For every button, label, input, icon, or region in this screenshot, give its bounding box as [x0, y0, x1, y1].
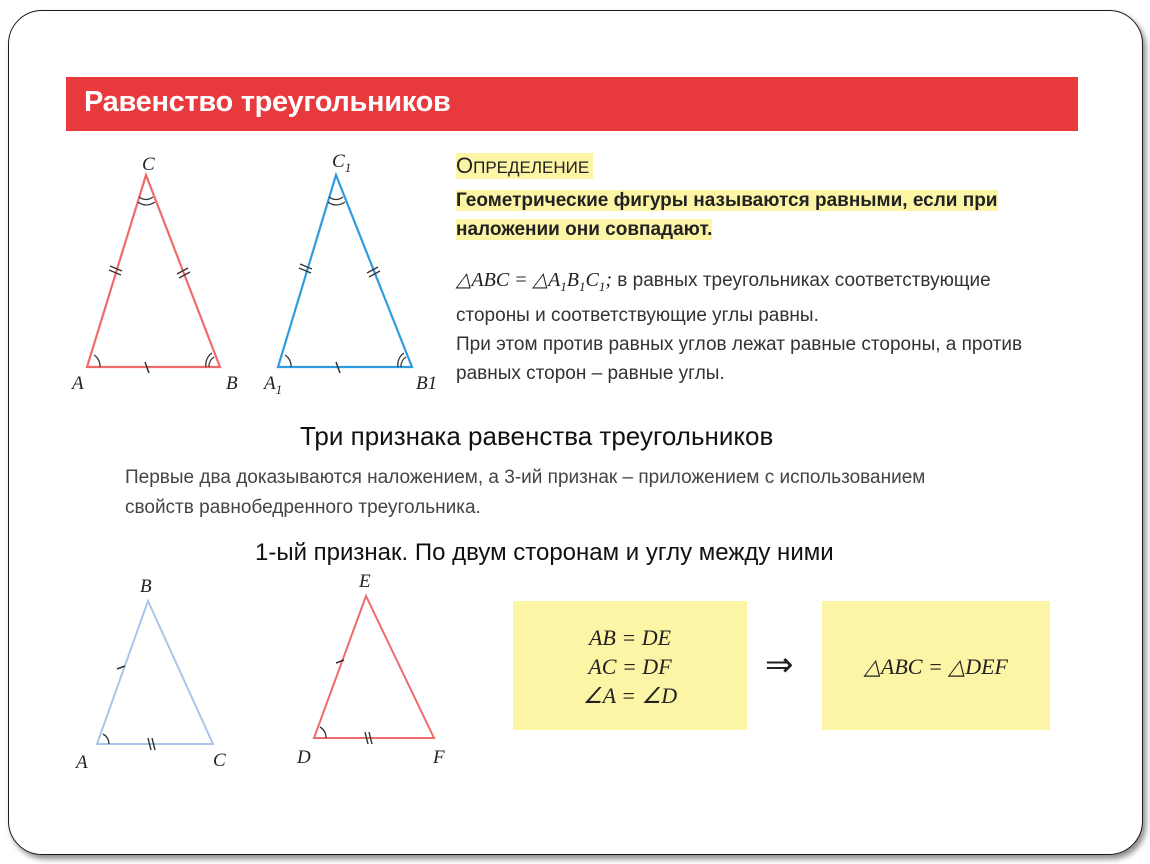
definition-heading-first: О	[456, 153, 474, 178]
definition-text	[456, 186, 1036, 244]
sign1-title: 1-ый признак. По двум сторонам и углу между ними	[255, 539, 834, 566]
condition-line: ∠A = ∠D	[582, 683, 678, 708]
triangle-symbol: △	[456, 269, 472, 291]
vertex-label	[332, 151, 351, 175]
equality-paragraph	[456, 266, 1096, 388]
vertex-label: D	[297, 747, 311, 768]
vertex-label: C	[142, 154, 155, 175]
vertex-label-subscript: 1	[275, 382, 283, 397]
condition-line: AB = DE	[588, 625, 672, 650]
vertex-label-subscript: 1	[344, 160, 352, 175]
math-subscript: 1	[579, 279, 586, 294]
definition-line: наложении они совпадают.	[456, 219, 713, 240]
math-text: ;	[605, 269, 613, 291]
section-description	[125, 463, 1025, 523]
vertex-label: C	[213, 750, 226, 771]
math-text: C	[585, 269, 599, 291]
triangle-a1b1c1-blue	[260, 145, 460, 400]
triangle-abc-lightblue	[65, 570, 255, 780]
math-subscript: 1	[598, 279, 606, 294]
condition-line: AC = DF	[588, 654, 672, 679]
vertex-label-letter: C	[332, 151, 345, 172]
math-text: A	[548, 269, 561, 291]
conditions-box	[513, 601, 747, 730]
vertex-label	[262, 373, 282, 397]
conclusion-box	[822, 601, 1050, 730]
description-line: Первые два доказываются наложением, а 3-ий признак – приложением с использованием	[125, 467, 926, 488]
vertex-label: A	[72, 373, 84, 394]
math-text: =	[509, 269, 533, 291]
definition-line: Геометрические фигуры называются равными, если при	[456, 190, 998, 211]
triangle-symbol: △	[532, 269, 549, 291]
triangle-abc-red	[60, 145, 260, 400]
page-title: Равенство треугольников	[84, 86, 451, 118]
vertex-label: A	[76, 752, 88, 773]
math-subscript: 1	[560, 279, 567, 294]
vertex-label: F	[433, 747, 445, 768]
vertex-label-letter: A	[264, 373, 276, 394]
definition-heading-rest: ПРЕДЕЛЕНИЕ	[473, 158, 590, 177]
triangle-def-red	[290, 565, 480, 775]
vertex-label: E	[359, 571, 371, 592]
paragraph-text: При этом против равных углов лежат равные стороны, а против	[456, 334, 1023, 355]
definition-heading	[456, 153, 593, 179]
vertex-label: B	[140, 576, 152, 597]
math-text: ABC	[471, 269, 510, 291]
paragraph-text: в равных треугольниках соответствующие	[612, 270, 991, 291]
paragraph-text: стороны и соответствующие углы равны.	[456, 305, 819, 326]
vertex-label: B1	[416, 373, 438, 394]
vertex-label: B	[226, 373, 238, 394]
math-text: B	[566, 269, 579, 291]
conclusion-text: △ABC = △DEF	[864, 654, 1008, 679]
implies-arrow-icon: ⇒	[765, 645, 794, 685]
section-title: Три признака равенства треугольников	[300, 421, 774, 451]
paragraph-text: равных сторон – равные углы.	[456, 363, 725, 384]
equality-formula	[456, 269, 613, 294]
description-line: свойств равнобедренного треугольника.	[125, 497, 481, 518]
